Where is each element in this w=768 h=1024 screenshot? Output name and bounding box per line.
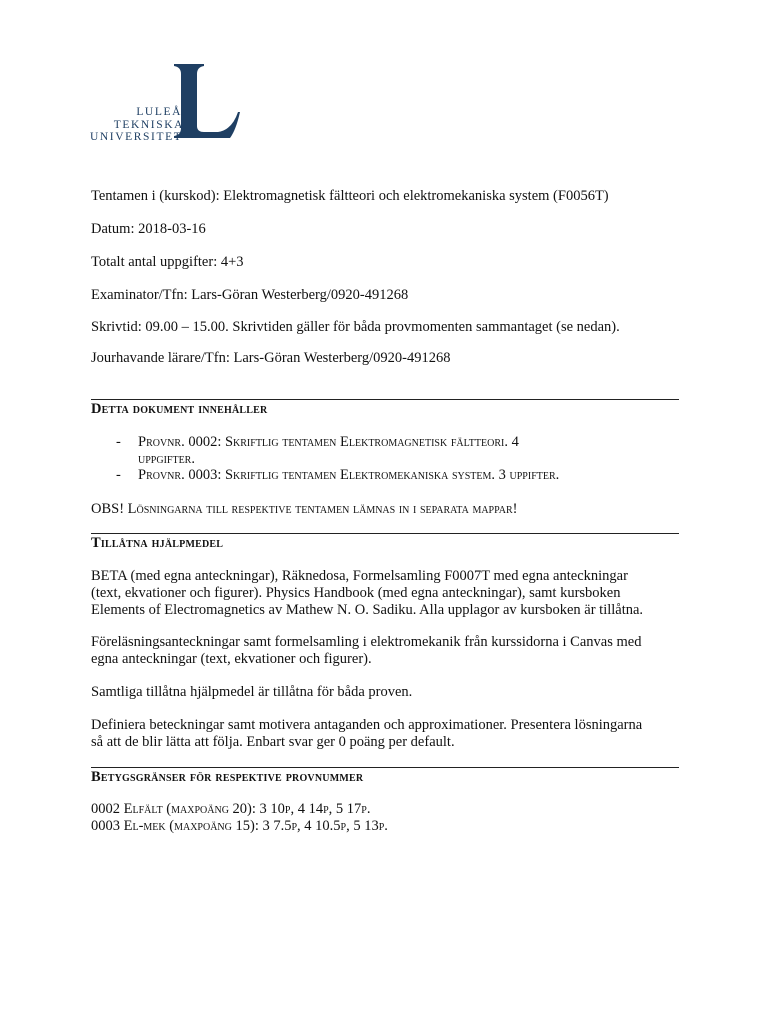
aids-paragraph-4	[91, 717, 679, 751]
time-line: Skrivtid: 09.00 – 15.00. Skrivtiden gäller för båda provmomenten sammantaget (se nedan).	[91, 319, 620, 335]
course-line: Tentamen i (kurskod): Elektromagnetisk fältteori och elektromekaniska system (F0056T)	[91, 188, 609, 204]
paragraph-line: så att de blir lätta att följa. Enbart svar ger 0 poäng per default.	[91, 734, 455, 750]
list-item-line: Provnr. 0003: Skriftlig tentamen Elektromekaniska system. 3 uppifter.	[138, 467, 560, 483]
tasks-line: Totalt antal uppgifter: 4+3	[91, 254, 244, 270]
list-item-line: Provnr. 0002: Skriftlig tentamen Elektromagnetisk fältteori. 4	[138, 434, 519, 450]
section-divider	[91, 399, 679, 400]
examiner-line: Examinator/Tfn: Lars-Göran Westerberg/0920-491268	[91, 287, 409, 303]
paragraph-line: BETA (med egna anteckningar), Räknedosa, Formelsamling F0007T med egna anteckningar	[91, 568, 628, 584]
grade-row-elfalt: 0002 Elfält (maxpoäng 20): 3 10p, 4 14p, 5 17p.	[91, 801, 371, 817]
logo-line-3: UNIVERSITET	[90, 131, 183, 143]
grades-heading: Betygsgränser för respektive provnummer	[91, 769, 364, 785]
paragraph-line: Samtliga tillåtna hjälpmedel är tillåtna för båda proven.	[91, 684, 413, 700]
teacher-line: Jourhavande lärare/Tfn: Lars-Göran Westerberg/0920-491268	[91, 350, 451, 366]
paragraph-line: egna anteckningar (text, ekvationer och figurer).	[91, 651, 372, 667]
list-item	[138, 434, 668, 468]
section-divider	[91, 767, 679, 768]
date-line: Datum: 2018-03-16	[91, 221, 206, 237]
paragraph-line: Föreläsningsanteckningar samt formelsamling i elektromekanik från kurssidorna i Canvas med	[91, 634, 642, 650]
obs-text: Lösningarna till respektive tentamen lämnas in i separata mappar!	[127, 501, 518, 517]
list-item-line: uppgifter.	[138, 451, 195, 467]
aids-paragraph-1	[91, 568, 679, 619]
contents-heading: Detta dokument innehåller	[91, 401, 268, 417]
obs-prefix: OBS!	[91, 501, 128, 517]
list-dash: -	[116, 467, 121, 483]
logo-wordmark	[90, 106, 184, 144]
paragraph-line: (text, ekvationer och figurer). Physics Handbook (med egna anteckningar), samt kursboken	[91, 585, 621, 601]
section-divider	[91, 533, 679, 534]
obs-note	[91, 501, 681, 518]
logo-line-1: LULEÅ	[136, 106, 182, 118]
list-dash: -	[116, 434, 121, 450]
paragraph-line: Elements of Electromagnetics av Mathew N. O. Sadiku. Alla upplagor av kursboken är tillåtna.	[91, 602, 644, 618]
logo-line-2: TEKNISKA	[113, 118, 184, 131]
paragraph-line: Definiera beteckningar samt motivera antaganden och approximationer. Presentera lösningarna	[91, 717, 643, 733]
aids-paragraph-3	[91, 684, 679, 701]
university-logo	[90, 62, 250, 152]
grade-row-elmek: 0003 El-mek (maxpoäng 15): 3 7.5p, 4 10.5p, 5 13p.	[91, 818, 388, 834]
aids-paragraph-2	[91, 634, 679, 668]
list-item	[138, 467, 668, 484]
aids-heading: Tillåtna hjälpmedel	[91, 535, 224, 551]
